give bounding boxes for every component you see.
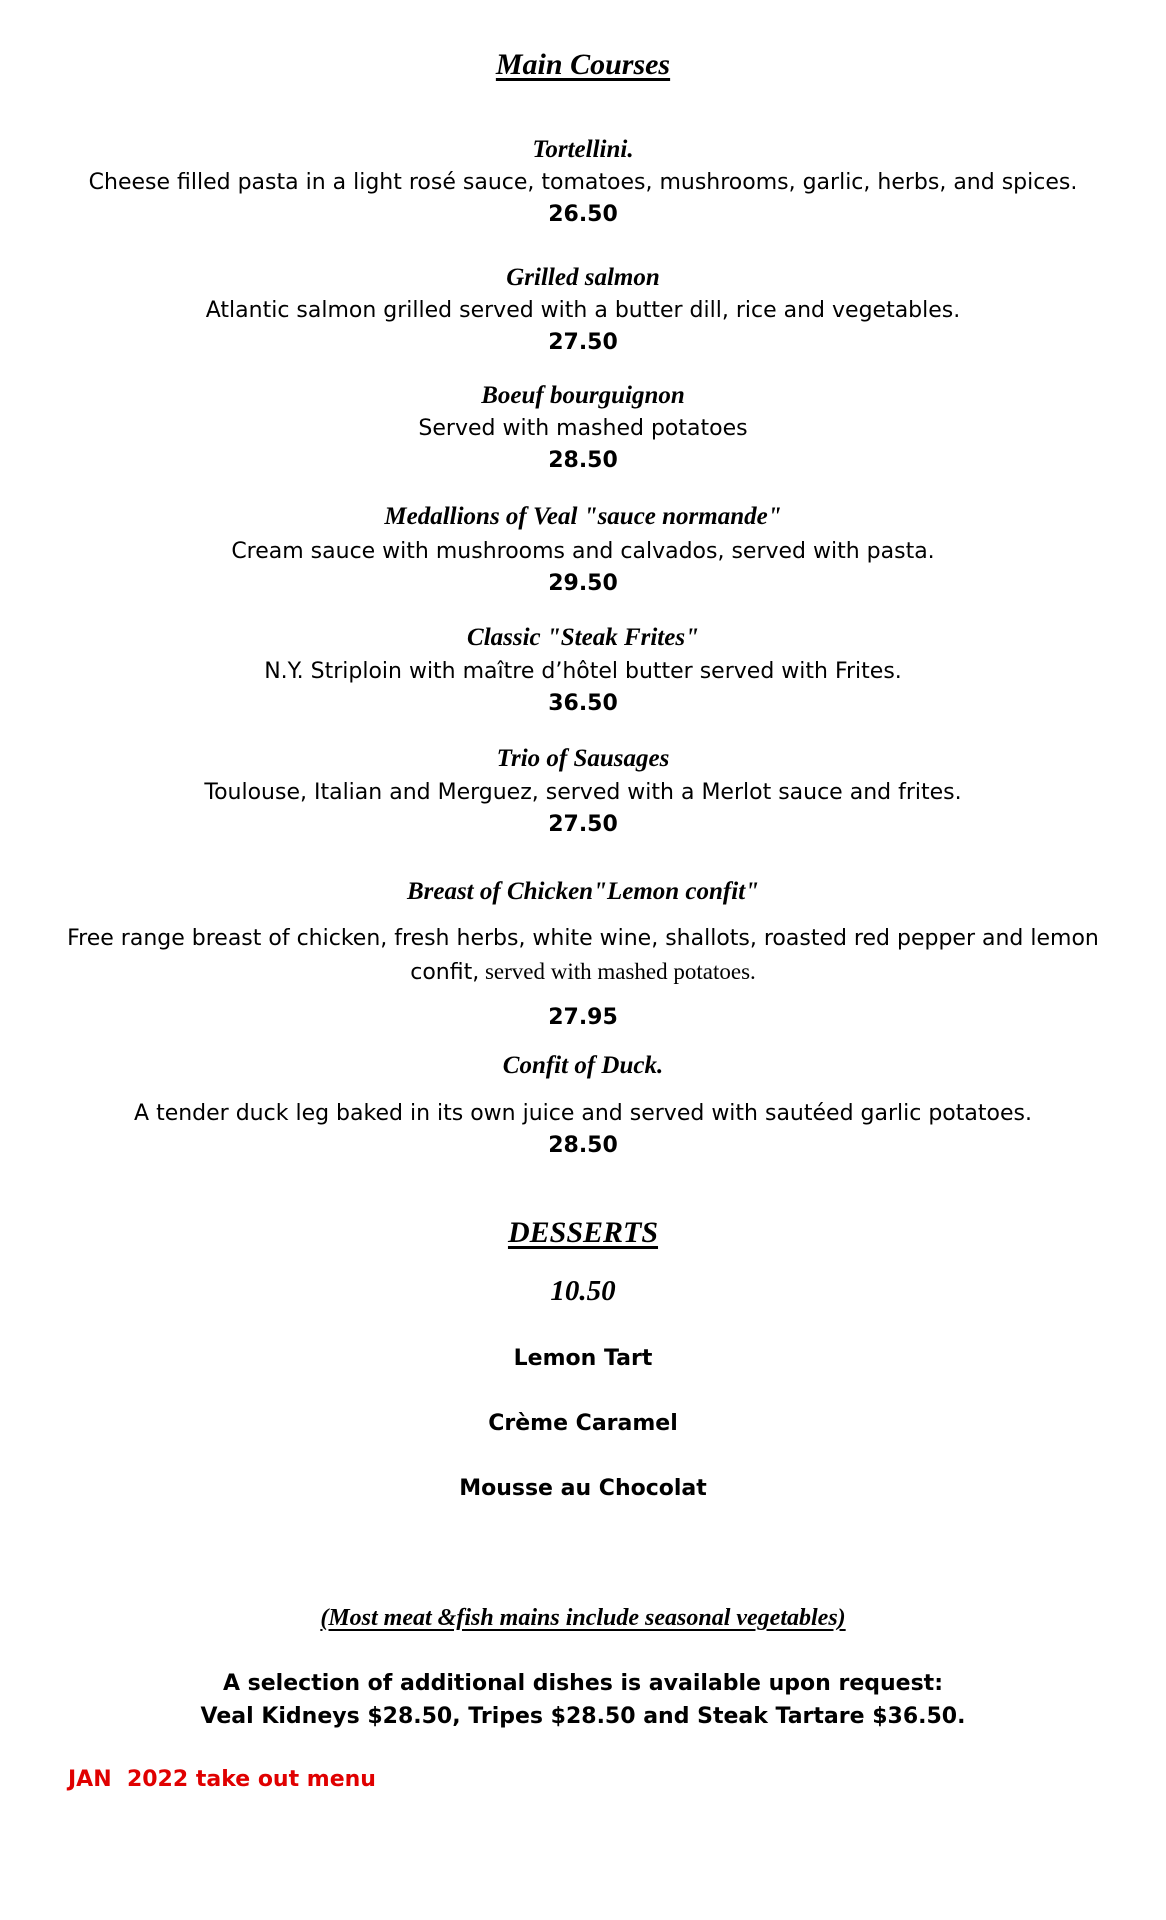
item-desc-breast-of-chicken-line2b: served with mashed potatoes. [479, 959, 756, 984]
menu-date-tag: JAN 2022 take out menu [68, 1767, 376, 1792]
main-courses-title: Main Courses [495, 48, 671, 81]
seasonal-vegetables-note: (Most meat &fish mains include seasonal vegetables) [320, 1605, 846, 1631]
item-desc-medallions-of-veal: Cream sauce with mushrooms and calvados, served with pasta. [231, 539, 935, 564]
dessert-creme-caramel: Crème Caramel [488, 1411, 678, 1436]
item-desc-grilled-salmon: Atlantic salmon grilled served with a butter dill, rice and vegetables. [205, 298, 961, 323]
item-desc-confit-of-duck: A tender duck leg baked in its own juice and served with sautéed garlic potatoes. [134, 1101, 1032, 1126]
item-price-confit-of-duck: 28.50 [548, 1133, 618, 1158]
item-price-tortellini: 26.50 [548, 202, 618, 227]
item-name-steak-frites: Classic "Steak Frites" [467, 624, 699, 651]
item-desc-breast-of-chicken-line1: Free range breast of chicken, fresh herbs, white wine, shallots, roasted red pepper and lemon [67, 926, 1099, 951]
item-desc-trio-of-sausages: Toulouse, Italian and Merguez, served with a Merlot sauce and frites. [204, 780, 962, 805]
item-name-medallions-of-veal: Medallions of Veal "sauce normande" [384, 503, 782, 530]
item-price-breast-of-chicken: 27.95 [548, 1005, 618, 1030]
item-name-breast-of-chicken: Breast of Chicken"Lemon confit" [406, 878, 760, 905]
item-price-grilled-salmon: 27.50 [548, 330, 618, 355]
additional-dishes-line2: Veal Kidneys $28.50, Tripes $28.50 and Steak Tartare $36.50. [200, 1704, 966, 1729]
item-price-steak-frites: 36.50 [548, 691, 618, 716]
item-name-grilled-salmon: Grilled salmon [506, 264, 660, 291]
item-price-boeuf-bourguignon: 28.50 [548, 448, 618, 473]
additional-dishes-line1: A selection of additional dishes is available upon request: [222, 1671, 943, 1696]
item-name-tortellini: Tortellini. [532, 136, 634, 163]
desserts-price: 10.50 [550, 1275, 616, 1307]
item-price-medallions-of-veal: 29.50 [548, 571, 618, 596]
item-desc-breast-of-chicken-line2a: confit, [410, 960, 480, 985]
item-desc-steak-frites: N.Y. Striploin with maître d’hôtel butter served with Frites. [264, 659, 902, 684]
item-name-confit-of-duck: Confit of Duck. [502, 1052, 664, 1079]
item-name-trio-of-sausages: Trio of Sausages [496, 745, 670, 772]
item-name-boeuf-bourguignon: Boeuf bourguignon [481, 382, 685, 409]
item-desc-breast-of-chicken-line2 [0, 955, 1166, 989]
desserts-title: DESSERTS [507, 1216, 659, 1249]
dessert-mousse-au-chocolat: Mousse au Chocolat [459, 1476, 707, 1501]
item-desc-boeuf-bourguignon: Served with mashed potatoes [418, 416, 748, 441]
dessert-lemon-tart: Lemon Tart [513, 1346, 653, 1371]
item-desc-tortellini: Cheese filled pasta in a light rosé sauce, tomatoes, mushrooms, garlic, herbs, and spices. [88, 170, 1078, 195]
item-price-trio-of-sausages: 27.50 [548, 812, 618, 837]
